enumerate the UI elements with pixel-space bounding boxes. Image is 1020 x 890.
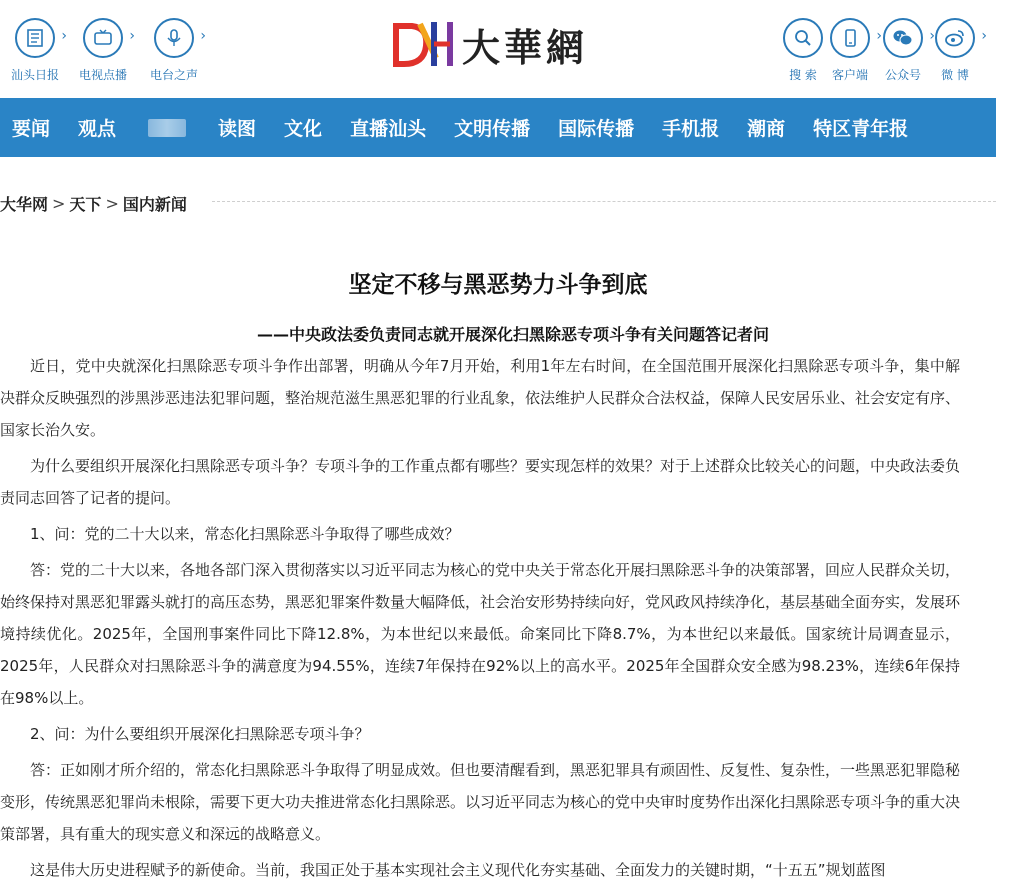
article-subtitle: ——中央政法委负责同志就开展深化扫黑除恶专项斗争有关问题答记者问: [256, 325, 769, 344]
mobile-icon: [830, 18, 882, 58]
weibo-icon: [935, 18, 987, 58]
breadcrumb-item[interactable]: 天下: [69, 195, 102, 214]
article-paragraph: 这是伟大历史进程赋予的新使命。当前，我国正处于基本实现社会主义现代化夯实基础、全面发力的关键时期，“十五五”规划蓝图: [30, 861, 886, 879]
chevron-right-icon: ›: [876, 28, 882, 44]
header-link-radio[interactable]: [139, 18, 209, 83]
breadcrumb-separator: >: [105, 194, 119, 213]
nav-item-civilization[interactable]: 文明传播: [454, 118, 531, 140]
header-link-label: 搜 索: [789, 68, 817, 82]
breadcrumb-item[interactable]: 国内新闻: [122, 195, 187, 214]
chevron-right-icon: ›: [981, 28, 987, 44]
logo-text: 大華網: [462, 24, 589, 70]
header-link-label: 微 博: [941, 68, 969, 82]
nav-item-mobile-paper[interactable]: 手机报: [662, 118, 720, 140]
breadcrumb-separator: >: [52, 194, 66, 213]
header-link-shantou-daily[interactable]: [0, 18, 70, 83]
header-link-label: 电视点播: [78, 68, 127, 82]
article-paragraph: 答：正如刚才所介绍的，常态化扫黑除恶斗争取得了明显成效。但也要清醒看到，黑恶犯罪具有顽固性、反复性、复杂性，一些黑恶犯罪隐秘变形，传统黑恶犯罪尚未根除，需要下更大功夫推进常态化扫黑除恶。以习近平同志为核心的党中央审时度势作出深化扫黑除恶专项斗争的重大决策部署，具有重大的现实意义和深远的战略意义。: [0, 761, 961, 843]
nav-item-obscured[interactable]: [148, 119, 186, 137]
breadcrumb-item[interactable]: 大华网: [0, 195, 49, 214]
nav-item-live-shantou[interactable]: 直播汕头: [350, 118, 427, 140]
nav-item-youth-paper[interactable]: 特区青年报: [813, 118, 909, 140]
nav-item-opinion[interactable]: 观点: [78, 118, 117, 140]
tv-icon: [83, 18, 135, 58]
microphone-icon: [154, 18, 206, 58]
article-paragraph: 2、问：为什么要组织开展深化扫黑除恶专项斗争？: [30, 725, 370, 743]
header-link-label: 公众号: [884, 68, 921, 82]
header-link-label: 汕头日报: [10, 68, 59, 82]
chevron-right-icon: ›: [200, 28, 206, 44]
chevron-right-icon: ›: [929, 28, 935, 44]
nav-item-culture[interactable]: 文化: [284, 118, 323, 140]
main-nav: [0, 98, 996, 157]
article-paragraph: 答：党的二十大以来，各地各部门深入贯彻落实以习近平同志为核心的党中央关于常态化开展扫黑除恶斗争的决策部署，回应人民群众关切，始终保持对黑恶犯罪露头就打的高压态势，黑恶犯罪案件数量大幅降低，社会治安形势持续向好，党风政风持续净化，基层基础全面夯实，发展环境持续优化。2025年，全国刑事案件同比下降12.8%，为本世纪以来最低。命案同比下降8.7%，为本世纪以来最低。国家统计局调查显示，2025年，人民群众对扫黑除恶斗争的满意度为94.55%，连续7年保持在92%以上的高水平。2025年全国群众安全感为98.23%，连续6年保持在98%以上。: [0, 561, 961, 707]
chevron-right-icon: ›: [129, 28, 135, 44]
nav-item-photos[interactable]: 读图: [218, 118, 257, 140]
nav-item-news[interactable]: 要闻: [12, 118, 51, 140]
article-paragraph: 1、问：党的二十大以来，常态化扫黑除恶斗争取得了哪些成效？: [30, 525, 460, 543]
header-link-weibo[interactable]: [920, 18, 990, 83]
breadcrumb-divider: [212, 201, 996, 202]
nav-item-international[interactable]: 国际传播: [558, 118, 635, 140]
site-logo[interactable]: [390, 18, 588, 70]
header-link-label: 电台之声: [149, 68, 198, 82]
breadcrumb: [0, 192, 187, 215]
header-link-tv[interactable]: [68, 18, 138, 83]
dh-logo-icon: [390, 18, 456, 70]
nav-item-chaoshang[interactable]: 潮商: [747, 118, 786, 140]
wechat-icon: [883, 18, 935, 58]
newspaper-icon: [15, 18, 67, 58]
chevron-right-icon: ›: [61, 28, 67, 44]
article-paragraph: 近日，党中央就深化扫黑除恶专项斗争作出部署，明确从今年7月开始，利用1年左右时间，在全国范围开展深化扫黑除恶专项斗争，集中解决群众反映强烈的涉黑涉恶违法犯罪问题，整治规范滋生黑恶犯罪的行业乱象，依法维护人民群众合法权益，保障人民安居乐业、社会安定有序、国家长治久安。: [0, 357, 961, 439]
header-link-label: 客户端: [831, 68, 868, 82]
article-title: 坚定不移与黑恶势力斗争到底: [348, 272, 648, 298]
article-body: [0, 350, 960, 890]
site-header: [0, 0, 1020, 98]
article-paragraph: 为什么要组织开展深化扫黑除恶专项斗争？专项斗争的工作重点都有哪些？要实现怎样的效果？对于上述群众比较关心的问题，中央政法委负责同志回答了记者的提问。: [0, 457, 961, 507]
